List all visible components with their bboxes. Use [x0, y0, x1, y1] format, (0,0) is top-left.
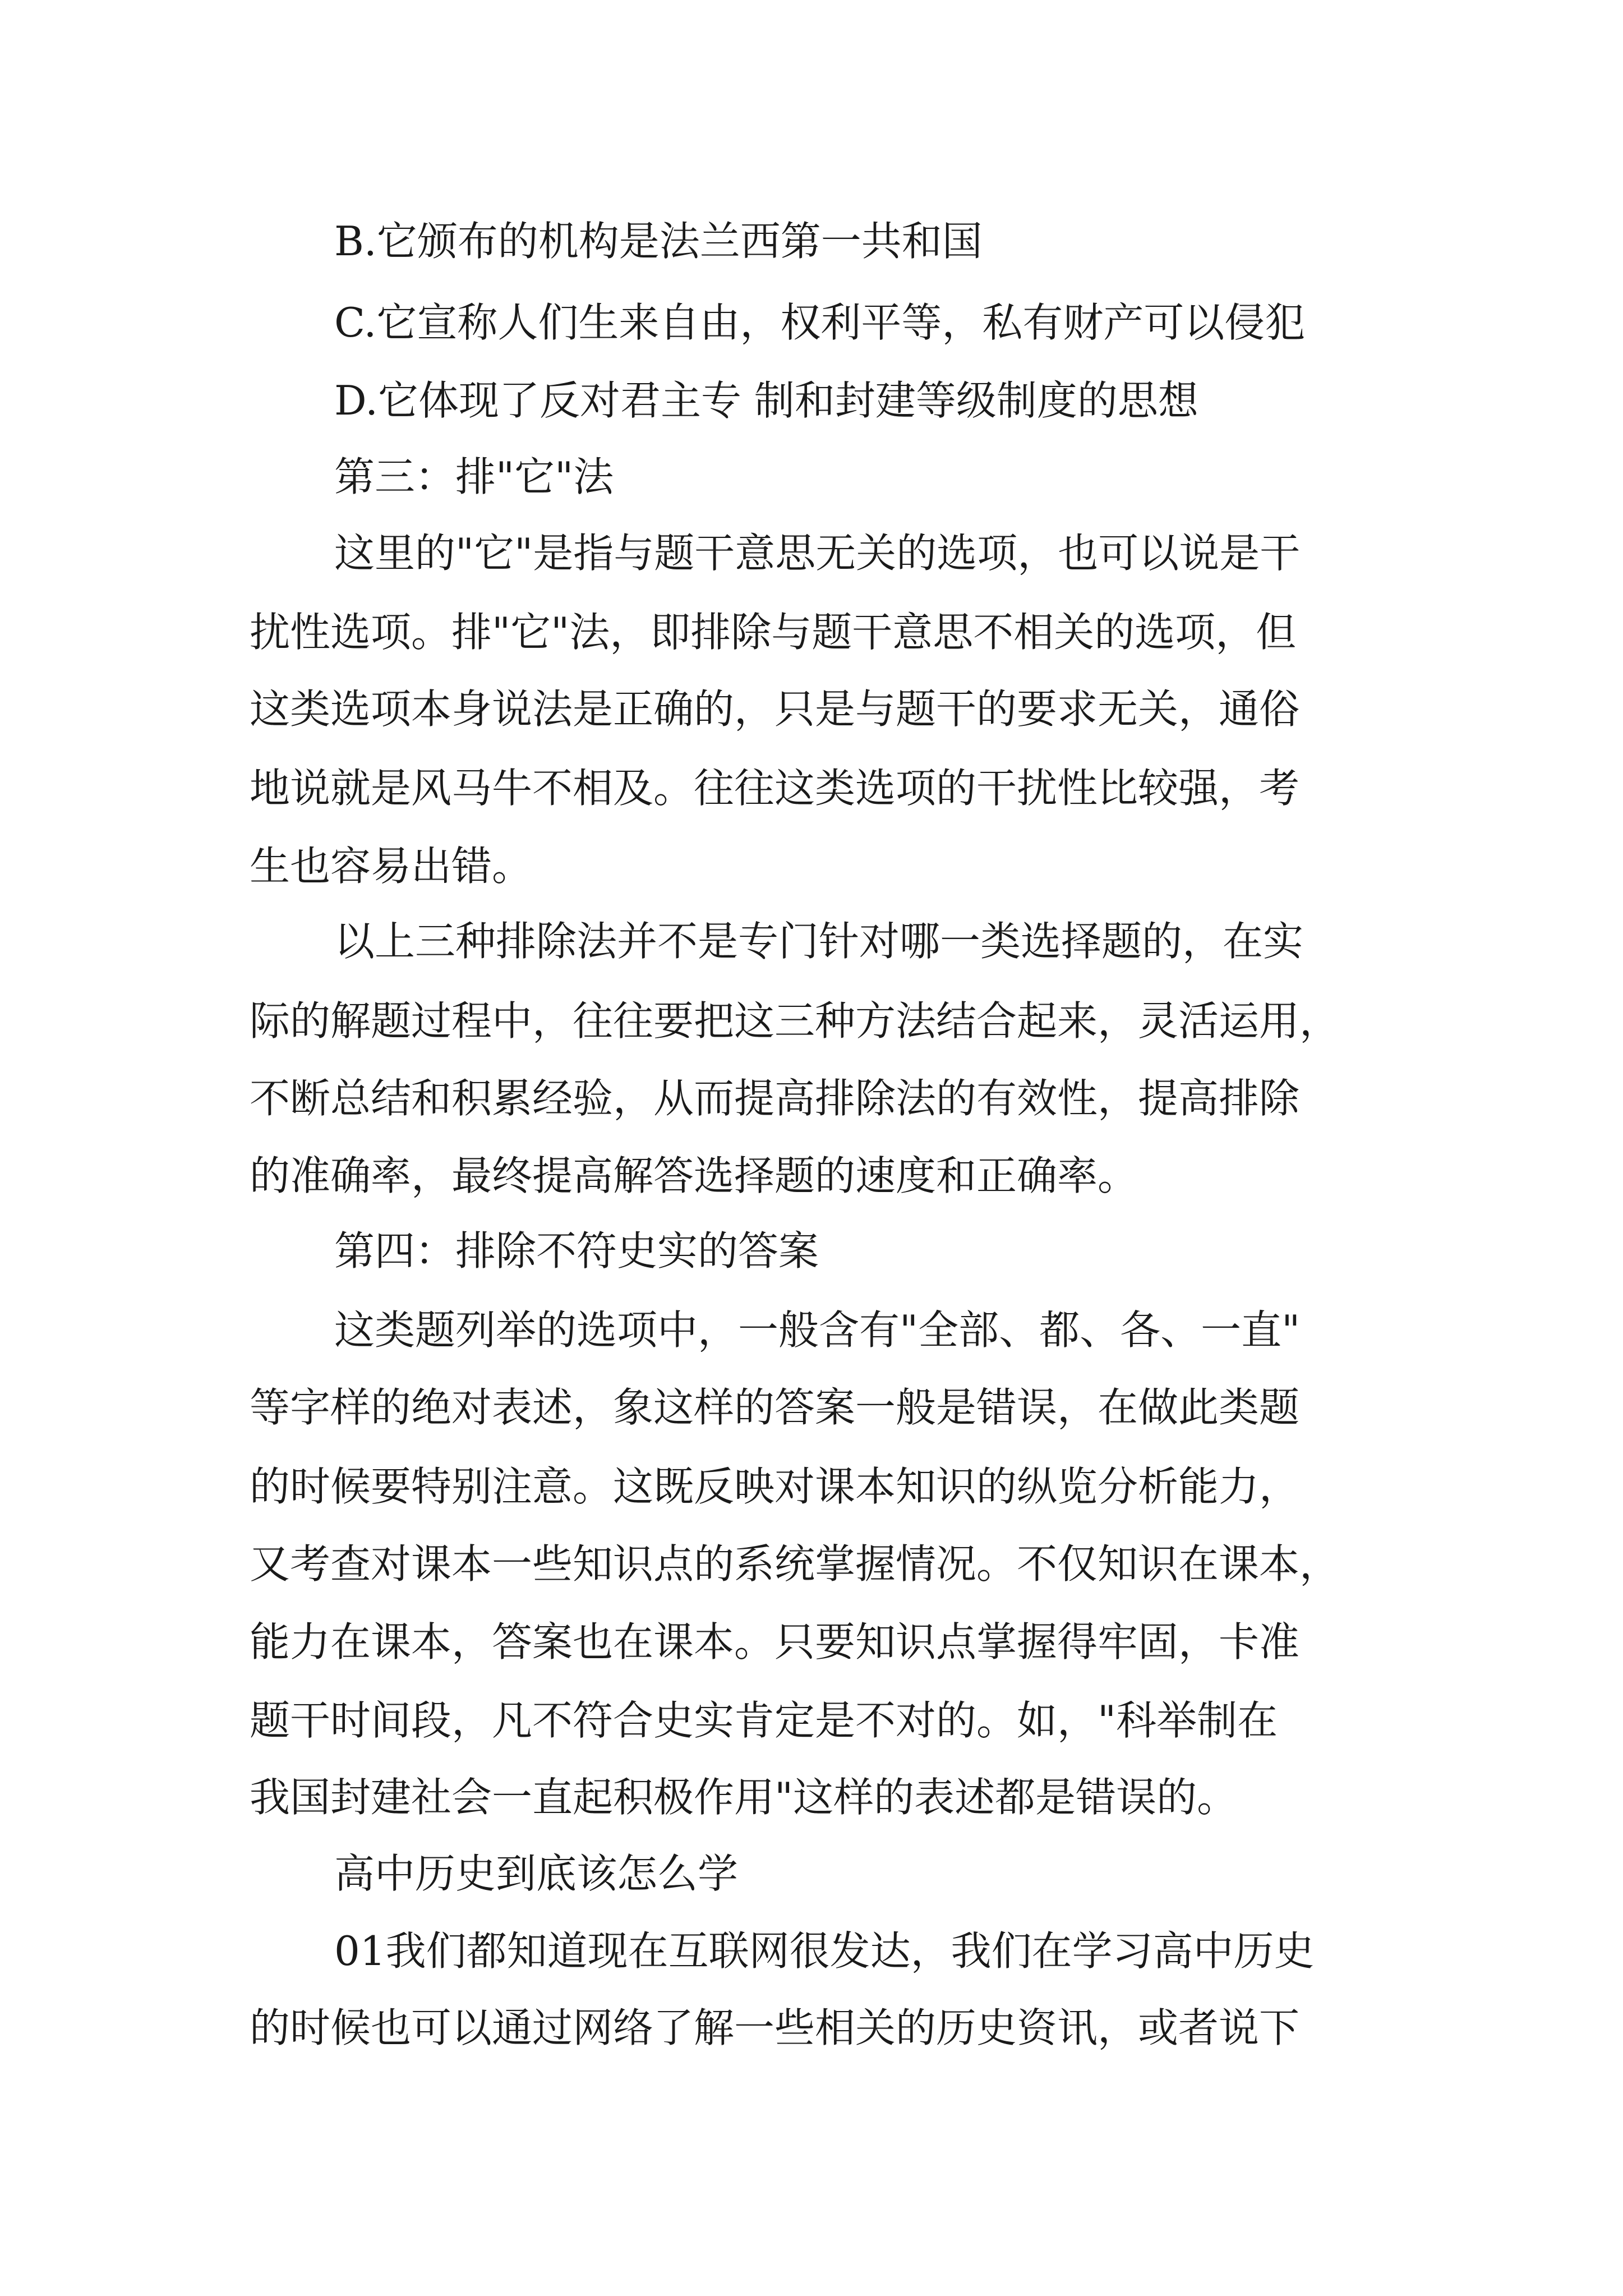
- paragraph-line: 的时候也可以通过网络了解一些相关的历史资讯，或者说下: [250, 2004, 1300, 2051]
- option-c-line: C.它宣称人们生来自由，权利平等，私有财产可以侵犯: [334, 299, 1306, 346]
- paragraph-line: 这类题列举的选项中，一般含有"全部、都、各、一直": [334, 1306, 1301, 1354]
- paragraph-line: 不断总结和积累经验，从而提高排除法的有效性，提高排除: [250, 1075, 1300, 1122]
- paragraph-line: 题干时间段，凡不符合史实肯定是不对的。如，"科举制在: [250, 1697, 1278, 1744]
- section-heading: 第四：排除不符史实的答案: [334, 1227, 819, 1274]
- section-heading: 高中历史到底该怎么学: [334, 1850, 739, 1897]
- paragraph-line: 等字样的绝对表述，象这样的答案一般是错误，在做此类题: [250, 1384, 1300, 1431]
- option-b-line: B.它颁布的机构是法兰西第一共和国: [334, 218, 983, 265]
- paragraph-line: 以上三种排除法并不是专门针对哪一类选择题的，在实: [334, 918, 1304, 965]
- paragraph-line: 能力在课本，答案也在课本。只要知识点掌握得牢固，卡准: [250, 1618, 1300, 1665]
- paragraph-line: 又考查对课本一些知识点的系统掌握情况。不仅知识在课本，: [250, 1540, 1340, 1588]
- paragraph-line: 这里的"它"是指与题干意思无关的选项，也可以说是干: [334, 530, 1301, 577]
- paragraph-line: 扰性选项。排"它"法，即排除与题干意思不相关的选项，但: [250, 609, 1297, 656]
- paragraph-line: 我国封建社会一直起积极作用"这样的表述都是错误的。: [250, 1774, 1238, 1821]
- paragraph-line: 的时候要特别注意。这既反映对课本知识的纵览分析能力，: [250, 1463, 1300, 1510]
- section-heading: 第三：排"它"法: [334, 453, 614, 500]
- option-d-line: D.它体现了反对君主专 制和封建等级制度的思想: [334, 377, 1198, 424]
- paragraph-line: 这类选项本身说法是正确的，只是与题干的要求无关，通俗: [250, 685, 1300, 733]
- paragraph-line: 际的解题过程中，往往要把这三种方法结合起来，灵活运用，: [250, 997, 1340, 1045]
- paragraph-line: 的准确率，最终提高解答选择题的速度和正确率。: [250, 1152, 1138, 1199]
- paragraph-line: 01我们都知道现在互联网很发达，我们在学习高中历史: [334, 1927, 1315, 1975]
- paragraph-line: 地说就是风马牛不相及。往往这类选项的干扰性比较强，考: [250, 765, 1300, 812]
- paragraph-line: 生也容易出错。: [250, 843, 533, 890]
